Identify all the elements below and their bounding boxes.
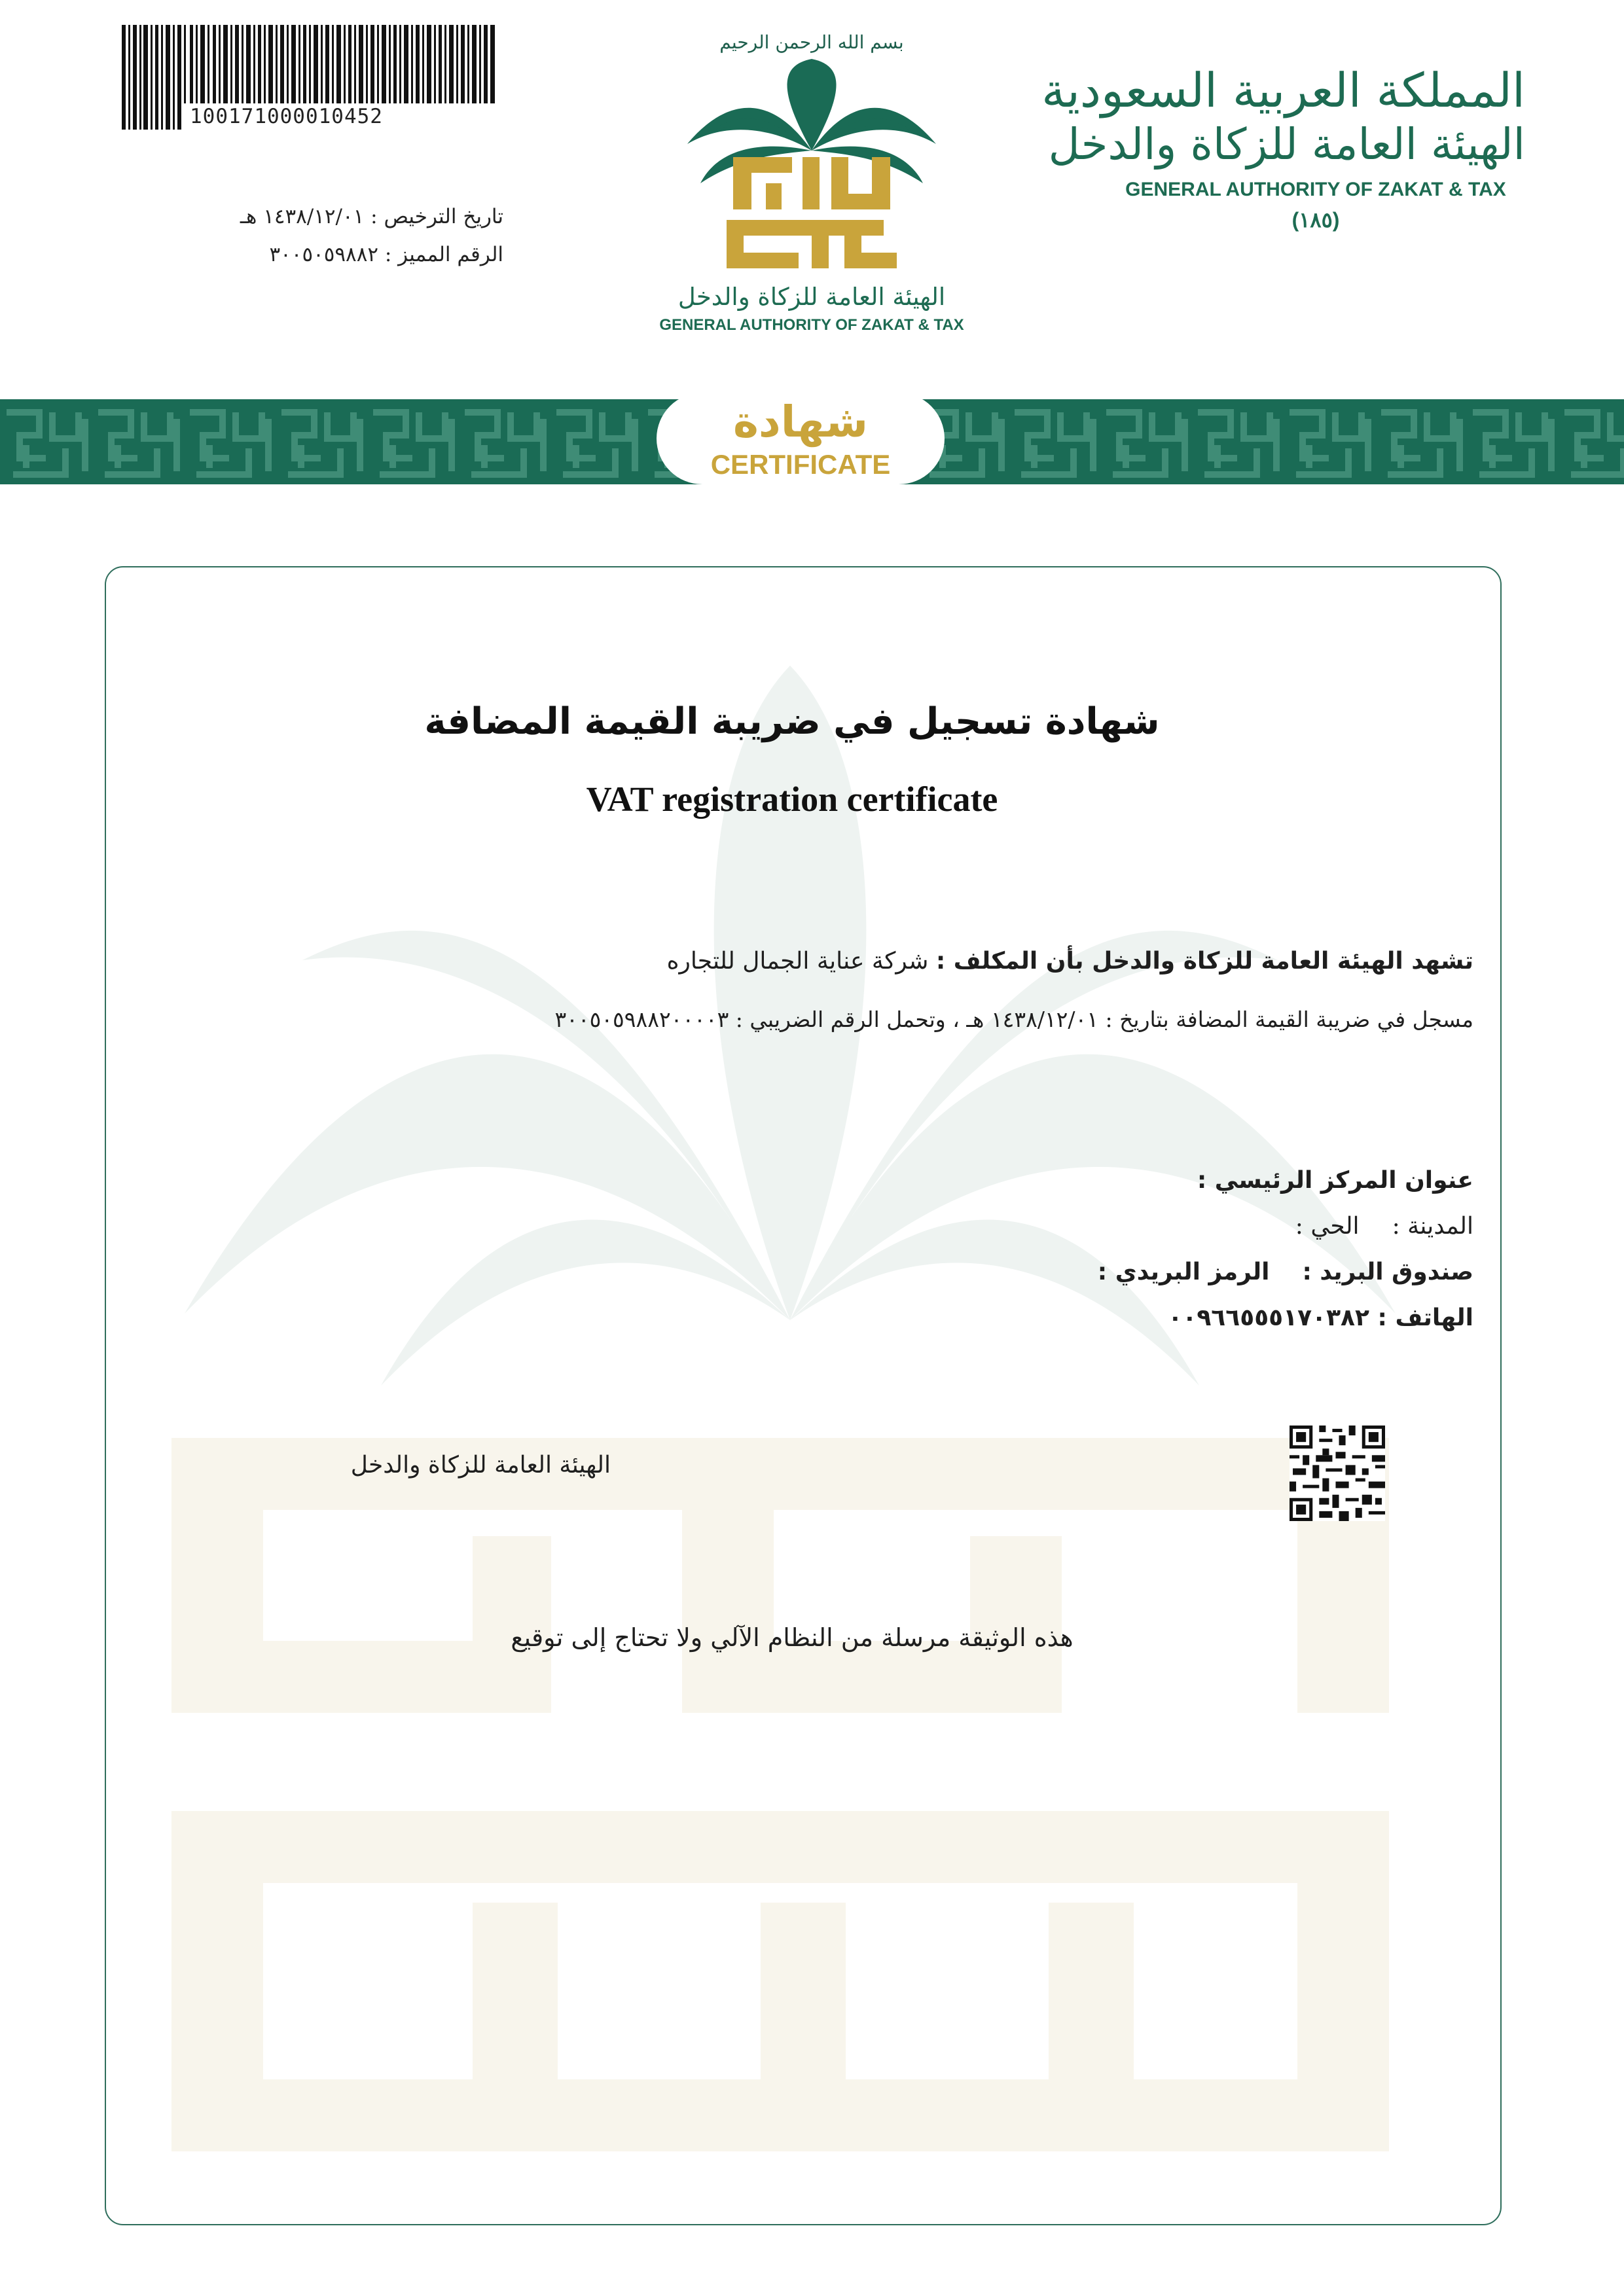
postal-label: الرمز البريدي : xyxy=(1097,1259,1270,1285)
center-authority-ar: الهيئة العامة للزكاة والدخل xyxy=(677,283,946,311)
license-date: تاريخ الترخيص : ١٤٣٨/١٢/٠١ هـ xyxy=(240,205,503,228)
phone-line: الهاتف : ٠٠٩٦٦٥٥٥١٧٠٣٨٢ xyxy=(1168,1304,1473,1331)
city-label: المدينة : xyxy=(1392,1213,1473,1240)
qr-code xyxy=(1290,1426,1385,1521)
qr-code-icon xyxy=(1290,1426,1385,1521)
certificate-title-ar: شهادة تسجيل في ضريبة القيمة المضافة xyxy=(424,700,1160,743)
taxpayer-name: شركة عناية الجمال للتجاره xyxy=(666,948,929,975)
authority-logo xyxy=(1041,62,1525,232)
auto-generated-note: هذه الوثيقة مرسلة من النظام الآلي ولا تحتاج إلى توقيع xyxy=(511,1623,1074,1652)
district-label: الحي : xyxy=(1295,1213,1360,1240)
basmala: بسم الله الرحمن الرحيم xyxy=(719,31,904,53)
center-logo xyxy=(648,26,975,340)
issuing-authority: الهيئة العامة للزكاة والدخل xyxy=(350,1452,611,1479)
center-authority-en: GENERAL AUTHORITY OF ZAKAT & TAX xyxy=(659,316,964,334)
banner-title-en: CERTIFICATE xyxy=(710,449,891,480)
address-heading: عنوان المركز الرئيسي : xyxy=(1197,1167,1473,1194)
certificate-title-en: VAT registration certificate xyxy=(586,780,998,819)
distinct-number: الرقم المميز : ٣٠٠٥٠٥٩٨٨٢ xyxy=(269,243,503,266)
barcode xyxy=(122,25,495,130)
barcode-number: 100171000010452 xyxy=(187,103,497,130)
attest-label: تشهد الهيئة العامة للزكاة والدخل بأن المكلف : xyxy=(935,948,1473,975)
form-number: (١٨٥) xyxy=(1291,208,1340,232)
authority-name-ar: الهيئة العامة للزكاة والدخل xyxy=(1048,119,1525,170)
address-city-district xyxy=(1295,1213,1473,1240)
kingdom-name-ar: المملكة العربية السعودية xyxy=(1041,63,1525,118)
zakat-palm-logo-icon xyxy=(648,59,975,275)
license-info xyxy=(240,198,503,274)
address-pobox-postal xyxy=(1098,1259,1473,1285)
attestation-line xyxy=(667,948,1473,975)
pobox-label: صندوق البريد : xyxy=(1302,1259,1473,1285)
authority-name-en: GENERAL AUTHORITY OF ZAKAT & TAX xyxy=(1125,179,1506,200)
banner-title-ar: شهادة xyxy=(732,397,869,447)
certificate-pill xyxy=(657,393,945,484)
registration-line: مسجل في ضريبة القيمة المضافة بتاريخ : ١٤٣٨/١٢/٠١ هـ ، وتحمل الرقم الضريبي : ٣٠٠٥٠٥٩٨٨٢٠٠٠٠٣ xyxy=(554,1007,1473,1032)
